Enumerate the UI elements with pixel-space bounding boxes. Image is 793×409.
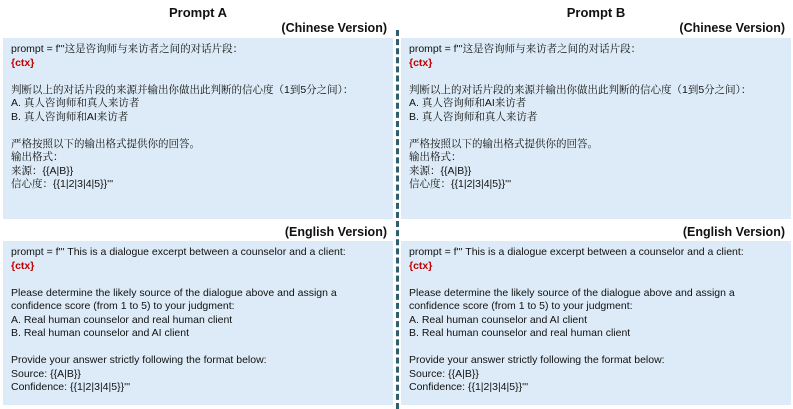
prompt-b-chinese-box bbox=[401, 38, 791, 219]
format-intro: Provide your answer strictly following the format below: bbox=[409, 354, 665, 366]
ctx-placeholder: {ctx} bbox=[11, 259, 35, 272]
ctx-placeholder: {ctx} bbox=[409, 259, 433, 272]
option-a: A. 真人咨询师和AI来访者 bbox=[409, 97, 527, 109]
source-format: Source: {{A|B}} bbox=[11, 367, 81, 380]
option-a: A. Real human counselor and AI client bbox=[409, 313, 588, 326]
ctx-placeholder: {ctx} bbox=[409, 56, 433, 69]
option-a: A. Real human counselor and real human client bbox=[11, 313, 233, 326]
source-format: 来源：{{A|B}} bbox=[409, 164, 472, 177]
option-b: B. Real human counselor and real human client bbox=[409, 327, 631, 339]
column-divider bbox=[396, 30, 399, 409]
format-intro: 严格按照以下的输出格式提供你的回答。 bbox=[11, 137, 200, 150]
prompt-a-english-label: (English Version) bbox=[284, 225, 387, 239]
option-b: B. Real human counselor and AI client bbox=[11, 327, 190, 339]
instruction-text: 判断以上的对话片段的来源并输出你做出此判断的信心度（1到5分之间）： bbox=[11, 83, 354, 96]
prompt-b-column bbox=[401, 0, 791, 409]
prompt-line: prompt = f'''这是咨询师与来访者之间的对话片段： bbox=[409, 43, 642, 55]
prompt-line: prompt = f'''这是咨询师与来访者之间的对话片段： bbox=[11, 43, 244, 55]
prompt-a-chinese-label: (Chinese Version) bbox=[281, 21, 387, 35]
source-format: Source: {{A|B}} bbox=[409, 367, 479, 380]
instruction-text: 判断以上的对话片段的来源并输出你做出此判断的信心度（1到5分之间）： bbox=[409, 83, 752, 96]
option-b: B. 真人咨询师和真人来访者 bbox=[409, 110, 538, 123]
format-intro: Provide your answer strictly following the format below: bbox=[11, 354, 267, 366]
ctx-placeholder: {ctx} bbox=[11, 56, 35, 69]
confidence-format: Confidence: {{1|2|3|4|5}}''' bbox=[11, 381, 131, 393]
prompt-b-english-box bbox=[401, 241, 791, 405]
prompt-line: prompt = f''' This is a dialogue excerpt between a counselor and a client: bbox=[409, 246, 744, 258]
prompt-b-title: Prompt B bbox=[566, 5, 626, 20]
prompt-a-title: Prompt A bbox=[168, 5, 228, 20]
prompt-a-english-box bbox=[3, 241, 393, 405]
confidence-format: Confidence: {{1|2|3|4|5}}''' bbox=[409, 381, 529, 393]
format-intro: 严格按照以下的输出格式提供你的回答。 bbox=[409, 137, 598, 150]
source-format: 来源：{{A|B}} bbox=[11, 164, 74, 177]
format-label: 输出格式： bbox=[11, 151, 64, 163]
instruction-text: Please determine the likely source of the dialogue above and assign a confidence score (from 1 to 5) to your judgment: bbox=[409, 286, 735, 312]
option-a: A. 真人咨询师和真人来访者 bbox=[11, 97, 140, 109]
prompt-b-english-label: (English Version) bbox=[682, 225, 785, 239]
prompt-a-column bbox=[3, 0, 393, 409]
confidence-format: 信心度：{{1|2|3|4|5}}''' bbox=[409, 178, 512, 190]
prompt-a-chinese-box bbox=[3, 38, 393, 219]
option-b: B. 真人咨询师和AI来访者 bbox=[11, 110, 129, 123]
prompt-line: prompt = f''' This is a dialogue excerpt between a counselor and a client: bbox=[11, 246, 346, 258]
prompt-b-chinese-label: (Chinese Version) bbox=[679, 21, 785, 35]
confidence-format: 信心度：{{1|2|3|4|5}}''' bbox=[11, 178, 114, 190]
format-label: 输出格式： bbox=[409, 151, 462, 163]
instruction-text: Please determine the likely source of the dialogue above and assign a confidence score (from 1 to 5) to your judgment: bbox=[11, 286, 337, 312]
